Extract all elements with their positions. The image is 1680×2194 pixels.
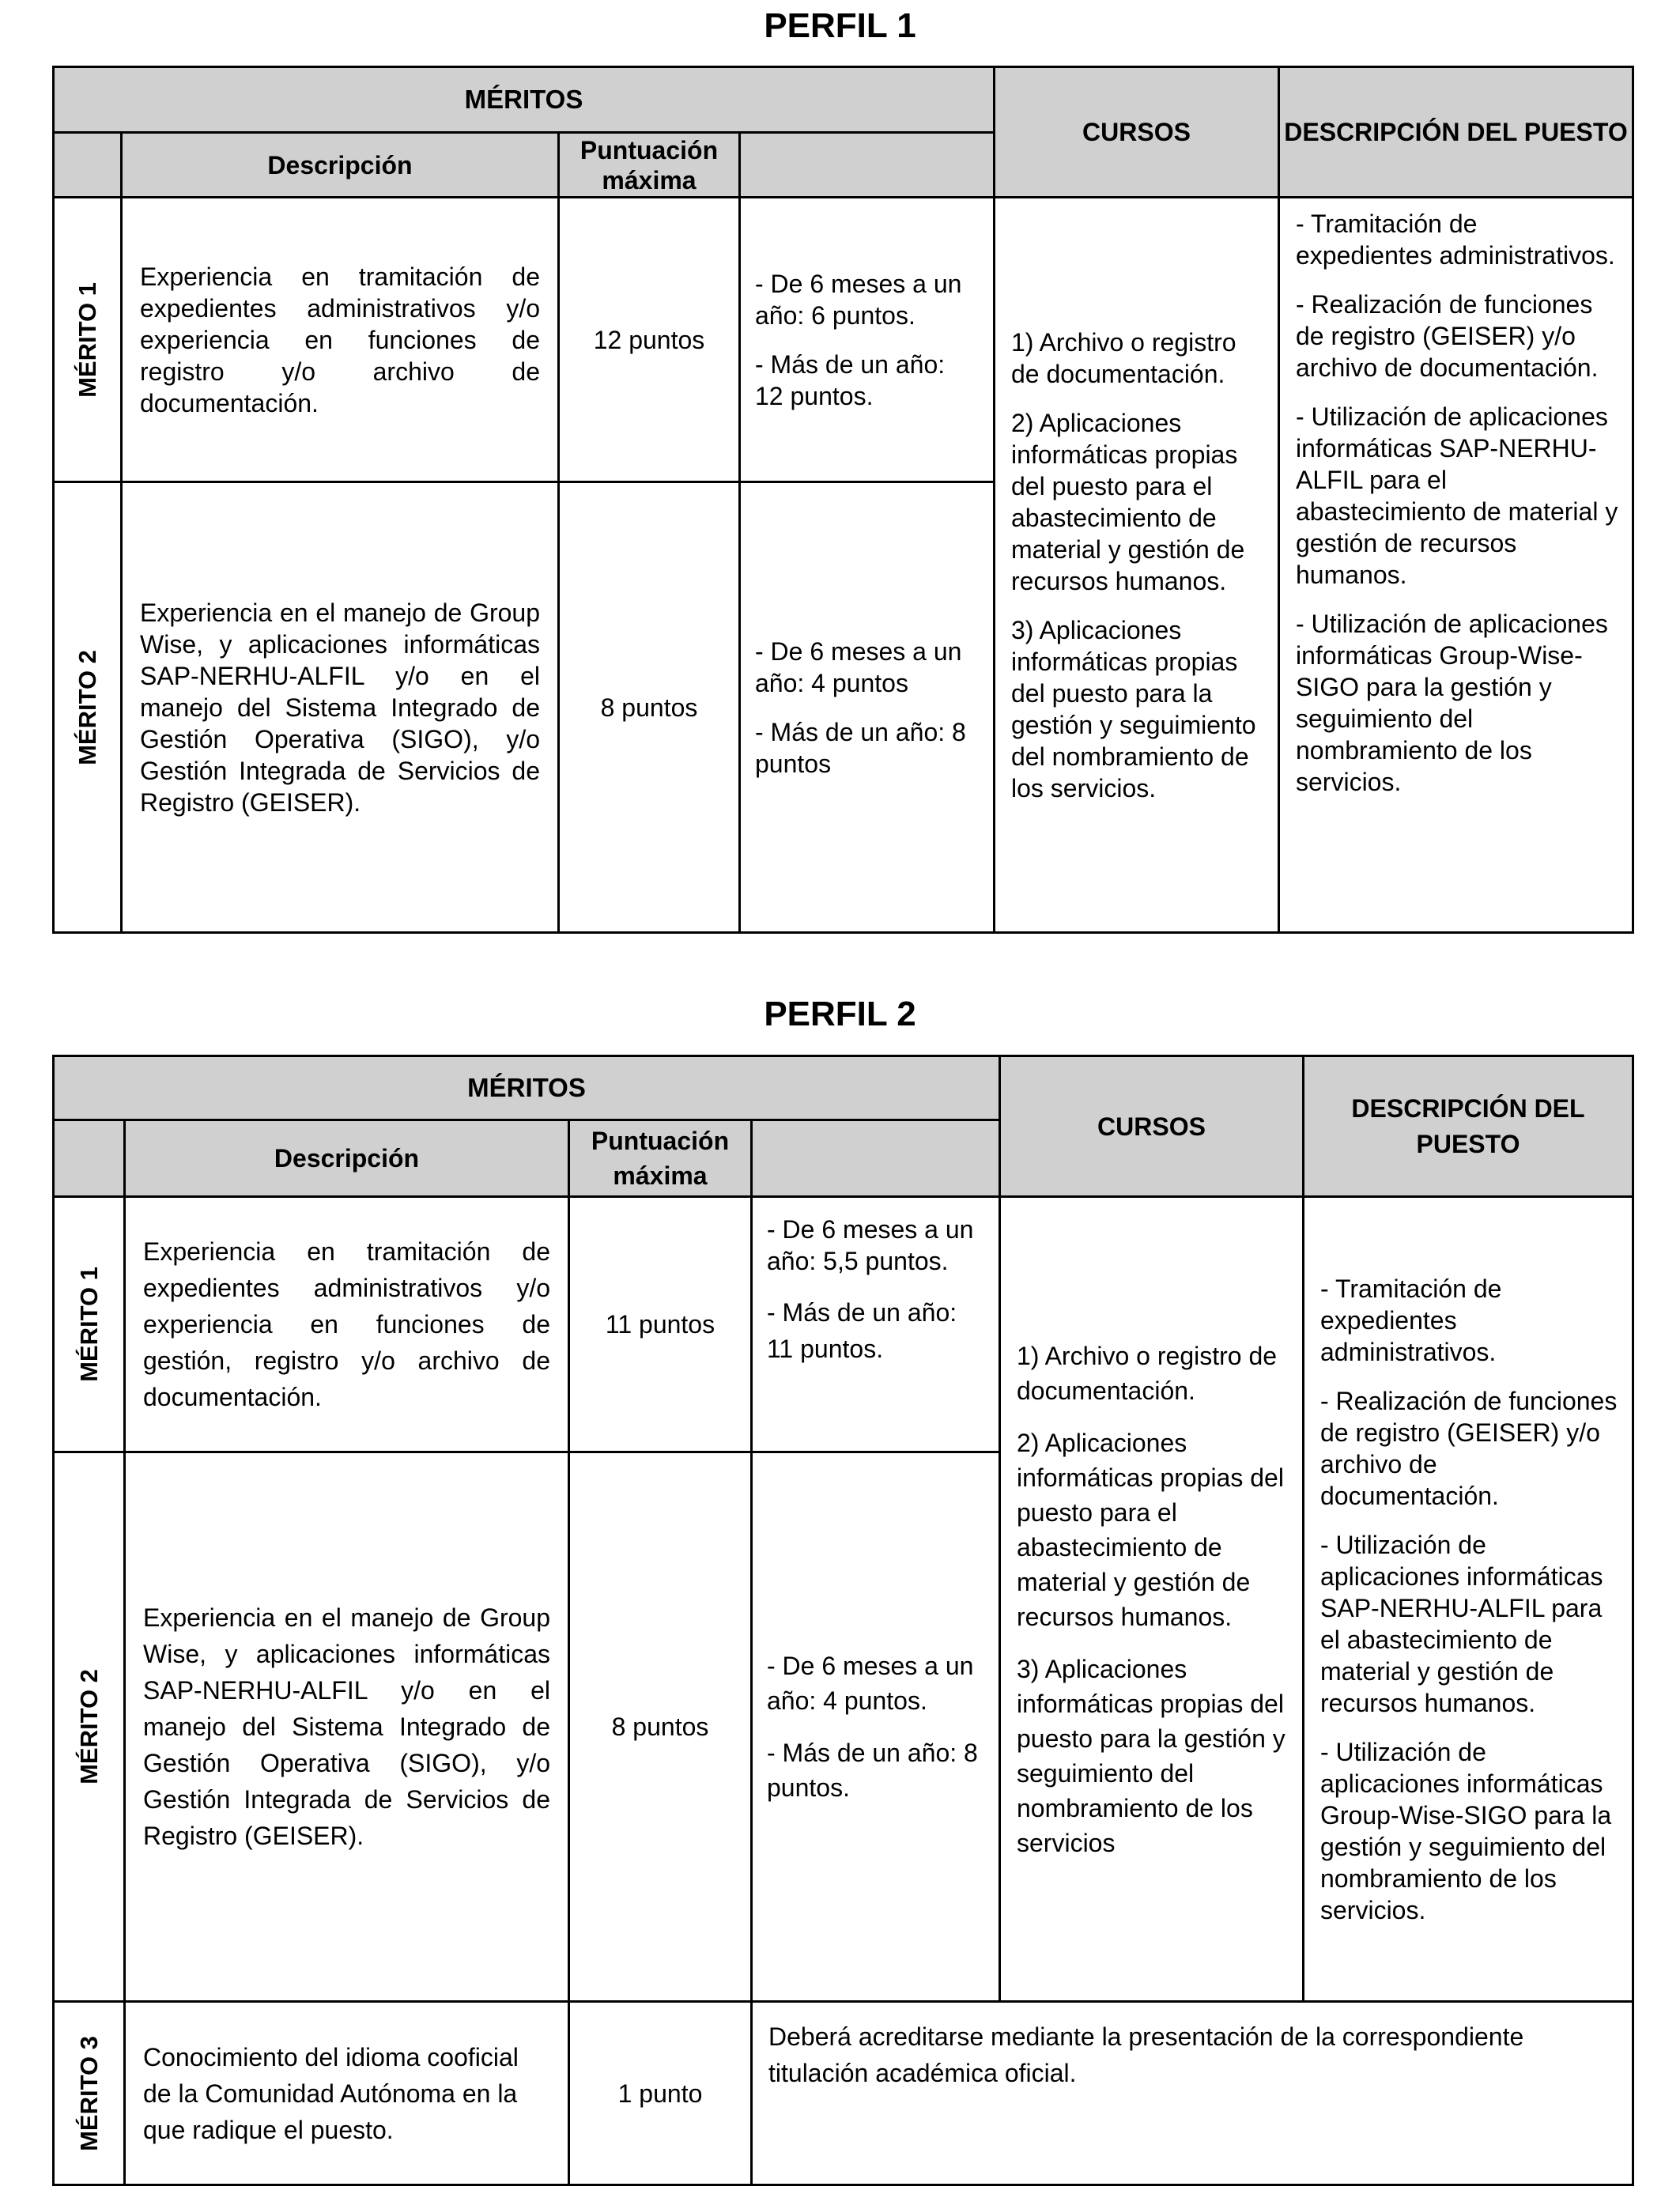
merit-description: Conocimiento del idioma cooficial de la Comunidad Autónoma en la que radique el puesto. <box>125 2002 569 2185</box>
descripcion-header: Descripción <box>122 133 559 198</box>
merit-label: MÉRITO 2 <box>74 1669 103 1784</box>
merit-label-cell <box>54 198 122 482</box>
puntuacion-header: Puntuación máxima <box>569 1120 752 1197</box>
descripcion-puesto-header: DESCRIPCIÓN DEL PUESTO <box>1279 67 1633 198</box>
merit-tier: - Más de un año: 12 puntos. <box>755 349 946 410</box>
merit-description: Experiencia en el manejo de Group Wise, y aplicaciones informáticas SAP-NERHU-ALFIL y/o en el manejo del Sistema Integrado de Gestión Operativa (SIGO), y/o Gestión Integrada de Servicios de Registro (GEISER). <box>125 1452 569 2002</box>
curso-item: 1) Archivo o registro de documentación. <box>1017 1341 1278 1405</box>
merit-tier: - De 6 meses a un año: 4 puntos <box>755 636 962 697</box>
perfil-1-title: PERFIL 1 <box>764 6 916 45</box>
curso-item: 3) Aplicaciones informáticas propias del puesto para la gestión y seguimiento del nombramiento de los servicios <box>1017 1654 1285 1857</box>
merit-tier: - De 6 meses a un año: 4 puntos. <box>767 1652 974 1715</box>
perfil-2-table <box>52 1055 1634 2186</box>
cursos-list <box>995 198 1279 933</box>
merit-description: Experiencia en tramitación de expedientes administrativos y/o experiencia en funciones de registro y/o archivo de documentación. <box>122 198 559 482</box>
puesto-list <box>1304 1197 1633 2002</box>
merit-3-note: Deberá acreditarse mediante la presentación de la correspondiente titulación académica oficial. <box>752 2002 1633 2185</box>
merit-tiers <box>752 1452 1000 2002</box>
merit-tiers <box>752 1197 1000 1452</box>
empty-header-cell <box>54 1120 125 1197</box>
perfil-2-title: PERFIL 2 <box>764 995 916 1033</box>
puesto-item: - Tramitación de expedientes administrativos. <box>1296 210 1615 270</box>
merit-points: 12 puntos <box>559 198 740 482</box>
cursos-header: CURSOS <box>1000 1056 1304 1197</box>
merit-label-cell <box>54 1197 125 1452</box>
curso-item: 1) Archivo o registro de documentación. <box>1011 327 1236 388</box>
merit-points: 1 punto <box>569 2002 752 2185</box>
puesto-item: - Utilización de aplicaciones informáticas SAP-NERHU-ALFIL para el abastecimiento de material y gestión de recursos humanos. <box>1296 402 1618 589</box>
cursos-header: CURSOS <box>995 67 1279 198</box>
curso-item: 3) Aplicaciones informáticas propias del puesto para la gestión y seguimiento del nombramiento de los servicios. <box>1011 615 1256 802</box>
empty-header-cell <box>752 1120 1000 1197</box>
merit-label-cell <box>54 1452 125 2002</box>
merit-label: MÉRITO 1 <box>73 281 101 398</box>
puesto-item: - Utilización de aplicaciones informáticas SAP-NERHU-ALFIL para el abastecimiento de material y gestión de recursos humanos. <box>1320 1530 1603 1717</box>
puesto-item: - Tramitación de expedientes administrativos. <box>1320 1274 1502 1366</box>
merit-label: MÉRITO 3 <box>74 2035 103 2151</box>
puesto-item: - Realización de funciones de registro (GEISER) y/o archivo de documentación. <box>1320 1386 1618 1510</box>
merit-points: 8 puntos <box>559 482 740 933</box>
merit-tier: - Más de un año: 8 puntos <box>755 717 966 778</box>
merit-label: MÉRITO 1 <box>74 1267 103 1382</box>
merit-points: 8 puntos <box>569 1452 752 2002</box>
meritos-header: MÉRITOS <box>54 1056 1000 1120</box>
descripcion-header: Descripción <box>125 1120 569 1197</box>
merit-tiers <box>740 482 995 933</box>
merit-tier: - De 6 meses a un año: 5,5 puntos. <box>767 1215 974 1275</box>
merit-tiers <box>740 198 995 482</box>
puntuacion-header: Puntuación máxima <box>559 133 740 198</box>
merit-points: 11 puntos <box>569 1197 752 1452</box>
empty-header-cell <box>740 133 995 198</box>
merit-description: Experiencia en el manejo de Group Wise, y aplicaciones informáticas SAP-NERHU-ALFIL y/o en el manejo del Sistema Integrado de Gestión Operativa (SIGO), y/o Gestión Integrada de Servicios de Registro (GEISER). <box>122 482 559 933</box>
cursos-list <box>1000 1197 1304 2002</box>
descripcion-puesto-header: DESCRIPCIÓN DEL PUESTO <box>1304 1056 1633 1197</box>
empty-header-cell <box>54 133 122 198</box>
puesto-item: - Utilización de aplicaciones informáticas Group-Wise-SIGO para la gestión y seguimiento del nombramiento de los servicios. <box>1296 610 1608 796</box>
puesto-item: - Realización de funciones de registro (GEISER) y/o archivo de documentación. <box>1296 290 1599 382</box>
meritos-header: MÉRITOS <box>54 67 995 133</box>
puesto-item: - Utilización de aplicaciones informáticas Group-Wise-SIGO para la gestión y seguimiento del nombramiento de los servicios. <box>1320 1737 1612 1924</box>
perfil-1-table <box>52 66 1634 934</box>
curso-item: 2) Aplicaciones informáticas propias del puesto para el abastecimiento de material y gestión de recursos humanos. <box>1017 1428 1284 1631</box>
merit-tier: - De 6 meses a un año: 6 puntos. <box>755 269 962 330</box>
merit-description: Experiencia en tramitación de expedientes administrativos y/o experiencia en funciones de gestión, registro y/o archivo de documentación. <box>125 1197 569 1452</box>
merit-label-cell <box>54 2002 125 2185</box>
curso-item: 2) Aplicaciones informáticas propias del puesto para el abastecimiento de material y gestión de recursos humanos. <box>1011 408 1245 595</box>
merit-label-cell <box>54 482 122 933</box>
merit-label: MÉRITO 2 <box>73 649 101 765</box>
puesto-list <box>1279 198 1633 933</box>
merit-tier: - Más de un año: 8 puntos. <box>767 1739 978 1802</box>
merit-tier: - Más de un año: 11 puntos. <box>767 1298 957 1363</box>
